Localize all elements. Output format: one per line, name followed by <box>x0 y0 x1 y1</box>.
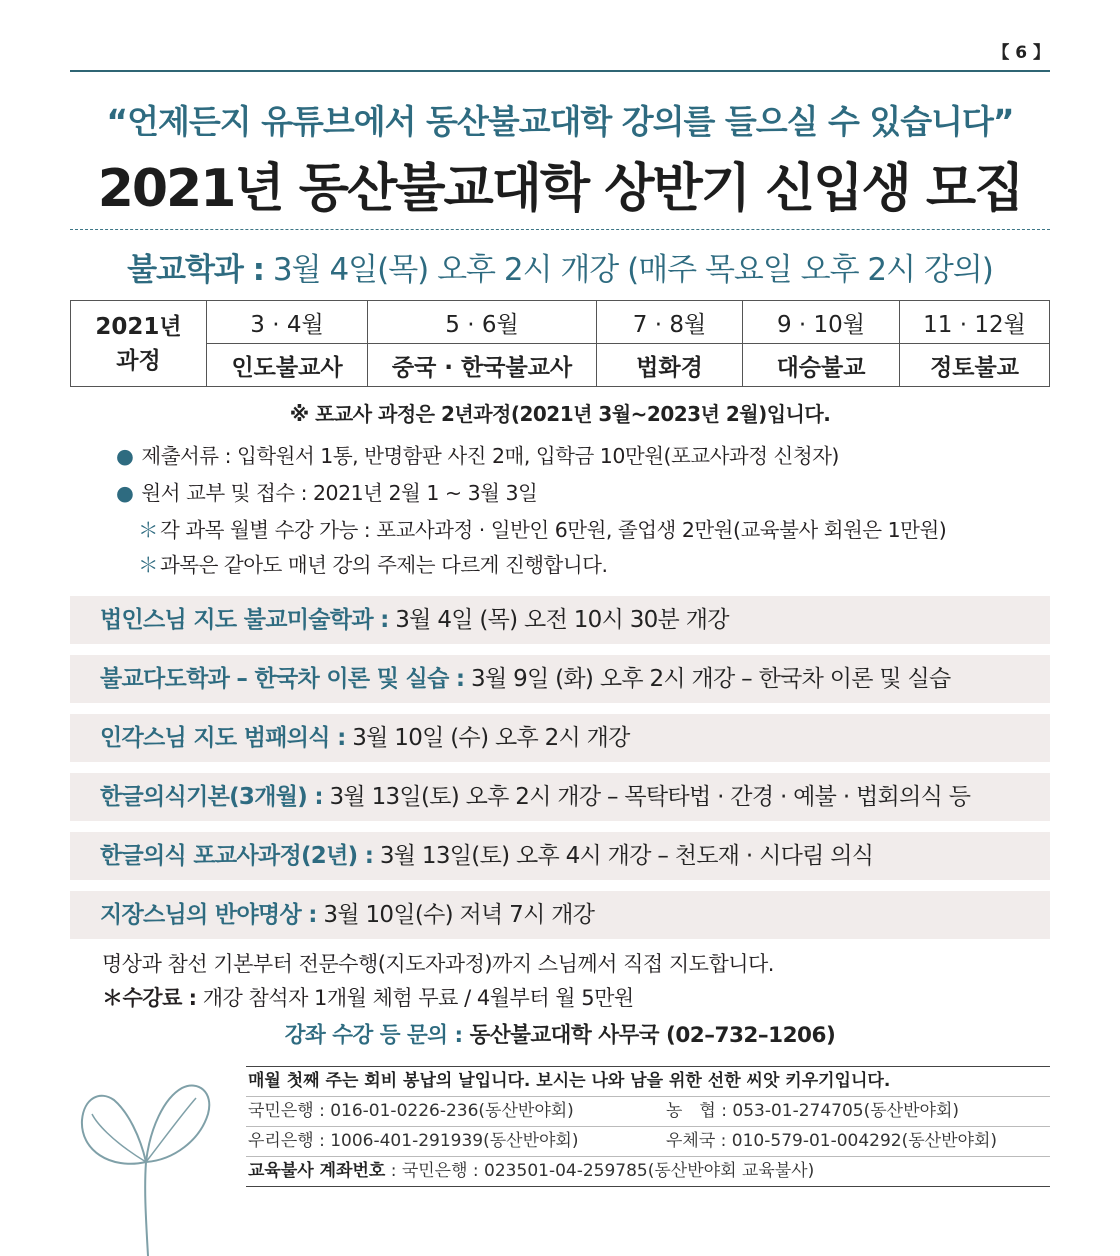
program-label: 불교다도학과 – 한국차 이론 및 실습 : <box>100 666 465 692</box>
fee-text: 개강 참석자 1개월 체험 무료 / 4월부터 월 5만원 <box>196 986 634 1010</box>
year-label-cell <box>71 301 207 387</box>
period-cell: 3 · 4월 <box>207 301 368 344</box>
period-cell: 5 · 6월 <box>368 301 597 344</box>
dept-text: 3월 4일(목) 오후 2시 개강 (매주 목요일 오후 2시 강의) <box>264 252 993 288</box>
period-cell: 11 · 12월 <box>900 301 1050 344</box>
edu-account-text: : 국민은행 : 023501-04-259785(동산반야회 교육불사) <box>385 1161 815 1181</box>
account-woori: 우리은행 : 1006-401-291939(동산반야회) <box>248 1131 579 1151</box>
fee-line <box>102 982 634 1012</box>
subject-cell: 대승불교 <box>743 344 900 387</box>
program-label: 지장스님의 반야명상 : <box>100 902 317 928</box>
account-row <box>246 1157 1050 1186</box>
fee-label: ＊수강료 : <box>102 986 197 1010</box>
asterisk-icon: ＊ <box>138 518 158 542</box>
program-band <box>70 714 1050 762</box>
program-text: 3월 13일(토) 오후 4시 개강 – 천도재 · 시다림 의식 <box>373 843 874 869</box>
dept-label: 불교학과 : <box>127 252 265 288</box>
account-nh: 농 협 : 053-01-274705(동산반야회) <box>666 1101 959 1121</box>
schedule-table <box>70 300 1050 387</box>
program-band <box>70 891 1050 939</box>
bullet-text: 원서 교부 및 접수 : 2021년 2월 1 ~ 3월 3일 <box>141 481 538 505</box>
star-note-text: 각 과목 월별 수강 가능 : 포교사과정 · 일반인 6만원, 졸업생 2만원(교육불사 회원은 1만원) <box>160 518 947 542</box>
page-title: 2021년 동산불교대학 상반기 신입생 모집 <box>97 159 1023 219</box>
bullet-dot-icon: ● <box>116 481 134 505</box>
program-band <box>70 596 1050 644</box>
program-text: 3월 4일 (목) 오전 10시 30분 개강 <box>388 607 729 633</box>
program-band <box>70 832 1050 880</box>
account-row <box>246 1097 1050 1127</box>
star-note <box>138 548 607 578</box>
program-text: 3월 10일(수) 저녁 7시 개강 <box>316 902 595 928</box>
meditation-description: 명상과 참선 기본부터 전문수행(지도자과정)까지 스님께서 직접 지도합니다. <box>102 952 774 976</box>
program-label: 한글의식 포교사과정(2년) : <box>100 843 374 869</box>
program-band <box>70 773 1050 821</box>
program-band <box>70 655 1050 703</box>
dept-announcement <box>0 244 1120 289</box>
inquiry-line <box>0 1018 1120 1049</box>
bullet-item <box>116 439 839 469</box>
account-row <box>246 1127 1050 1157</box>
subject-cell: 인도불교사 <box>207 344 368 387</box>
program-text: 3월 13일(토) 오후 2시 개강 – 목탁타법 · 간경 · 예불 · 법회의식 등 <box>322 784 971 810</box>
program-label: 한글의식기본(3개월) : <box>100 784 323 810</box>
course-note: ※ 포교사 과정은 2년과정(2021년 3월~2023년 2월)입니다. <box>289 402 831 426</box>
period-cell: 7 · 8월 <box>597 301 743 344</box>
edu-account-label: 교육불사 계좌번호 <box>248 1161 386 1181</box>
account-box <box>246 1066 1050 1187</box>
sprout-illustration <box>70 1070 220 1256</box>
period-cell: 9 · 10월 <box>743 301 900 344</box>
account-kb: 국민은행 : 016-01-0226-236(동산반야회) <box>248 1101 574 1121</box>
program-text: 3월 9일 (화) 오후 2시 개강 – 한국차 이론 및 실습 <box>464 666 951 692</box>
subject-cell: 정토불교 <box>900 344 1050 387</box>
program-text: 3월 10일 (수) 오후 2시 개강 <box>345 725 630 751</box>
year-label-line2: 과정 <box>116 347 161 374</box>
bullet-item <box>116 476 537 506</box>
subject-cell: 법화경 <box>597 344 743 387</box>
inquiry-label: 강좌 수강 등 문의 : <box>284 1023 463 1048</box>
inquiry-text: 동산불교대학 사무국 (02–732–1206) <box>462 1023 836 1048</box>
subject-cell: 중국 · 한국불교사 <box>368 344 597 387</box>
star-note-text: 과목은 같아도 매년 강의 주제는 다르게 진행합니다. <box>160 553 608 577</box>
star-note <box>138 513 946 543</box>
bullet-dot-icon: ● <box>116 444 134 468</box>
account-header: 매월 첫째 주는 회비 봉납의 날입니다. 보시는 나와 남을 위한 선한 씨앗 키우기입니다. <box>246 1067 1050 1097</box>
year-label-line1: 2021년 <box>95 313 182 340</box>
subtitle: “언제든지 유튜브에서 동산불교대학 강의를 들으실 수 있습니다” <box>106 102 1014 141</box>
bullet-text: 제출서류 : 입학원서 1통, 반명함판 사진 2매, 입학금 10만원(포교사과정 신청자) <box>141 444 839 468</box>
page-number: 【 6 】 <box>992 43 1050 63</box>
top-divider <box>70 70 1050 72</box>
dashed-divider <box>70 229 1050 230</box>
program-label: 법인스님 지도 불교미술학과 : <box>100 607 389 633</box>
account-post: 우체국 : 010-579-01-004292(동산반야회) <box>666 1131 998 1151</box>
program-label: 인각스님 지도 범패의식 : <box>100 725 346 751</box>
asterisk-icon: ＊ <box>138 553 158 577</box>
